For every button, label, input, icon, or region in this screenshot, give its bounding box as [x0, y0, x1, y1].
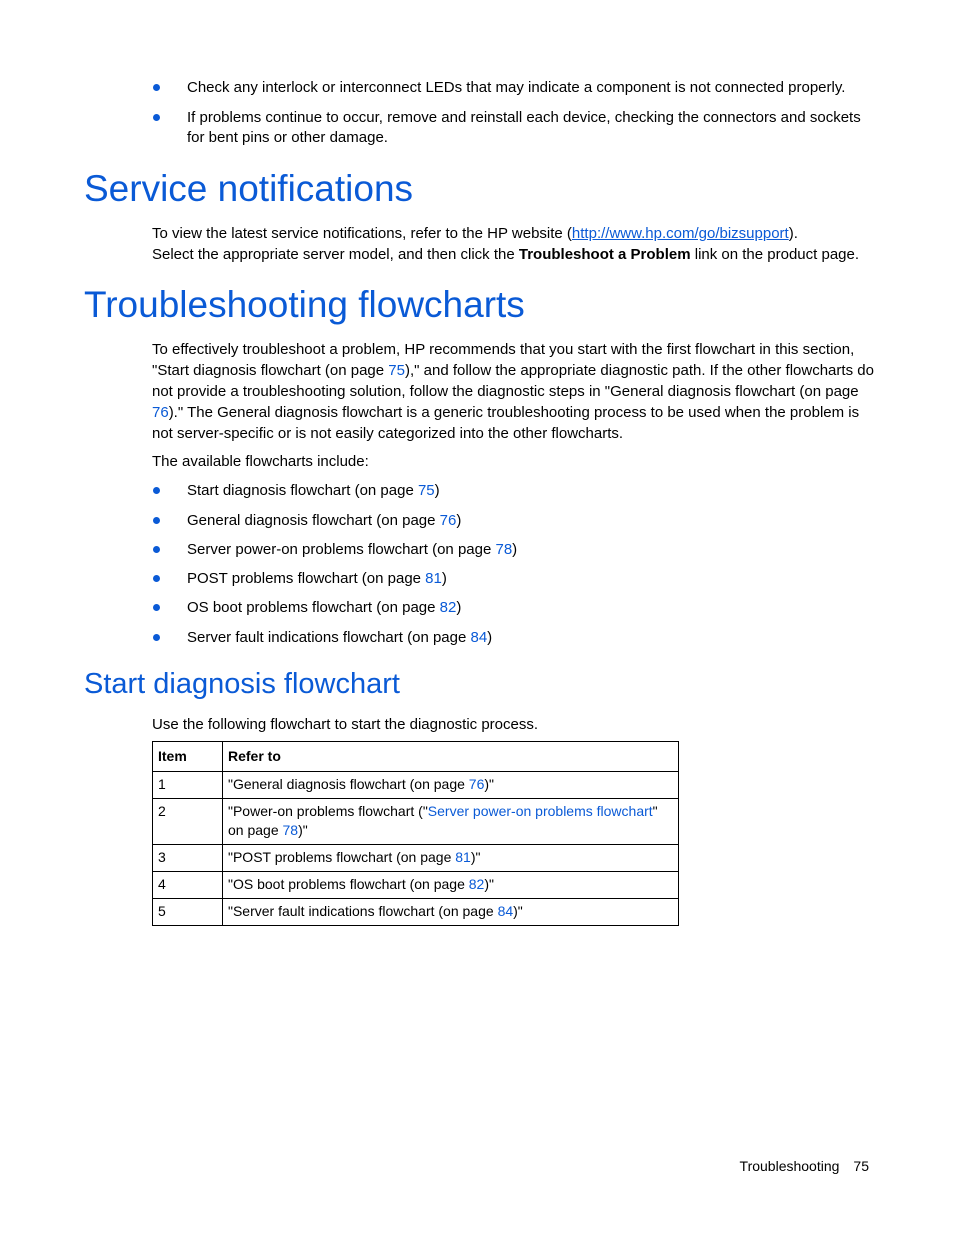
table-cell-refer	[223, 799, 679, 845]
page-link[interactable]: 82	[468, 876, 485, 892]
cell-text: "General diagnosis flowchart (on page	[228, 776, 469, 792]
reference-table	[152, 741, 679, 926]
page-link[interactable]: 75	[417, 482, 435, 499]
page-link[interactable]: 76	[468, 776, 485, 792]
column-header-item: Item	[153, 742, 223, 772]
table-cell-refer	[223, 872, 679, 899]
page-footer	[740, 1158, 869, 1174]
bullet-icon	[153, 517, 160, 524]
list-item	[187, 628, 877, 648]
service-text: To view the latest service notifications, refer to the HP website (	[152, 225, 572, 242]
table-cell-refer	[223, 845, 679, 872]
flowchart-link[interactable]: Server power-on problems flowchart	[427, 803, 653, 819]
list-item-text: )	[441, 570, 447, 587]
intro-text: )." The General diagnosis flowchart is a generic troubleshooting process to be used when the problem is not server-specific or is not easily categorized into the other flowcharts.	[152, 404, 860, 442]
cell-text: "Power-on problems flowchart ("	[228, 803, 428, 819]
bullet-icon	[153, 604, 160, 611]
page-link[interactable]: 81	[425, 570, 442, 587]
list-item-text: POST problems flowchart (on page	[187, 570, 426, 587]
page-number: 75	[853, 1158, 869, 1174]
bullet-icon	[153, 575, 160, 582]
list-item	[187, 511, 877, 531]
cell-text: )"	[298, 822, 308, 838]
column-header-refer-to: Refer to	[223, 742, 679, 772]
table-cell-item: 5	[153, 899, 223, 926]
table-cell-item: 2	[153, 799, 223, 845]
service-text: ).	[788, 225, 798, 242]
bullet-icon	[153, 487, 160, 494]
list-item	[187, 540, 877, 560]
cell-text: "OS boot problems flowchart (on page	[228, 876, 469, 892]
list-item-text: General diagnosis flowchart (on page	[187, 512, 440, 529]
page-link[interactable]: 75	[388, 362, 405, 379]
page-link[interactable]: 81	[455, 849, 471, 865]
page-link[interactable]: 84	[497, 903, 514, 919]
service-paragraph	[152, 223, 877, 265]
list-item-text: )	[512, 541, 518, 558]
table-cell-refer	[223, 899, 679, 926]
cell-text: " on page	[228, 803, 658, 838]
page-link[interactable]: 78	[282, 822, 299, 838]
table-row	[153, 899, 679, 926]
list-item: If problems continue to occur, remove and reinstall each device, checking the connectors and sockets for bent pins or other damage.	[187, 109, 861, 146]
available-flowcharts-label: The available flowcharts include:	[152, 453, 369, 470]
list-item: Check any interlock or interconnect LEDs that may indicate a component is not connected properly.	[187, 79, 846, 96]
table-row	[153, 772, 679, 799]
cell-text: )"	[484, 876, 494, 892]
table-cell-refer	[223, 772, 679, 799]
page-link[interactable]: 76	[439, 512, 457, 529]
list-item-text: Server fault indications flowchart (on page	[187, 629, 471, 646]
section-heading-troubleshooting-flowcharts: Troubleshooting flowcharts	[84, 284, 525, 325]
service-text: Select the appropriate server model, and then click the	[152, 246, 519, 263]
cell-text: )"	[513, 903, 523, 919]
section-heading-start-diagnosis: Start diagnosis flowchart	[84, 668, 400, 700]
table-cell-item: 1	[153, 772, 223, 799]
list-item-text: )	[456, 512, 462, 529]
list-item-text: )	[434, 482, 440, 499]
cell-text: "Server fault indications flowchart (on page	[228, 903, 498, 919]
troubleshoot-label: Troubleshoot a Problem	[518, 246, 691, 263]
table-cell-item: 4	[153, 872, 223, 899]
list-item	[187, 569, 877, 589]
table-row	[153, 845, 679, 872]
list-item-text: Start diagnosis flowchart (on page	[187, 482, 418, 499]
page-link[interactable]: 84	[470, 629, 488, 646]
list-item-text: Server power-on problems flowchart (on page	[187, 541, 496, 558]
footer-section-title: Troubleshooting	[739, 1158, 840, 1174]
hp-website-link[interactable]: http://www.hp.com/go/bizsupport	[571, 225, 789, 242]
list-item	[187, 481, 877, 501]
list-item-text: )	[456, 599, 462, 616]
flowcharts-intro	[152, 339, 877, 444]
service-text: link on the product page.	[690, 246, 860, 263]
table-header-row	[153, 742, 679, 772]
table-row	[153, 872, 679, 899]
section-heading-service-notifications: Service notifications	[84, 168, 414, 209]
start-diagnosis-intro: Use the following flowchart to start the diagnostic process.	[152, 716, 539, 733]
bullet-icon	[153, 114, 160, 121]
intro-text: )," and follow the appropriate diagnostic path. If the other flowcharts do not provide a troubleshooting solution, follow the diagnostic steps in "General diagnosis flowchart (on page	[152, 362, 874, 400]
cell-text: "POST problems flowchart (on page	[228, 849, 456, 865]
list-item	[187, 598, 877, 618]
page-link[interactable]: 78	[495, 541, 513, 558]
list-item-text: OS boot problems flowchart (on page	[187, 599, 440, 616]
list-item-text: )	[487, 629, 493, 646]
table-cell-item: 3	[153, 845, 223, 872]
bullet-icon	[153, 84, 160, 91]
cell-text: )"	[470, 849, 481, 865]
page-link[interactable]: 82	[439, 599, 457, 616]
cell-text: )"	[484, 776, 494, 792]
page-link[interactable]: 76	[152, 404, 169, 421]
bullet-icon	[153, 634, 160, 641]
intro-text: To effectively troubleshoot a problem, HP recommends that you start with the first flowchart in this section, "Start diagnosis flowchart (on page	[152, 341, 855, 379]
bullet-icon	[153, 546, 160, 553]
table-row	[153, 799, 679, 845]
